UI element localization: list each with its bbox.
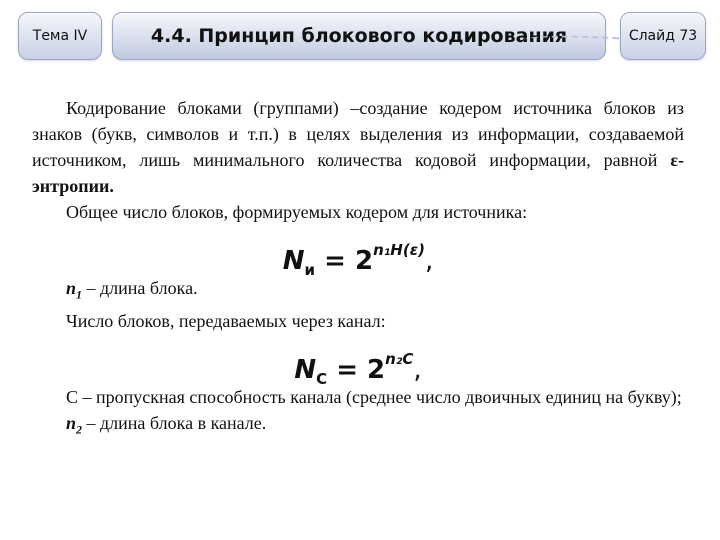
formula2-eq: = 2 <box>336 354 386 385</box>
formula1-exp: n₁H(ε) <box>373 241 425 259</box>
n1-description: – длина блока. <box>82 278 198 298</box>
paragraph-capacity: С – пропускная способность канала (среднее число двоичных единиц на букву); <box>66 386 682 407</box>
paragraph-total-blocks: Общее число блоков, формируемых кодером для источника: <box>66 202 528 222</box>
formula1-sub: и <box>304 261 316 279</box>
slide-title: 4.4. Принцип блокового кодирования <box>150 25 568 47</box>
formula1-comma: , <box>424 246 434 276</box>
slide-content <box>32 95 684 442</box>
definition-bold: ε-энтропии. <box>32 150 684 196</box>
n1-symbol: $n_1$ <box>66 278 83 302</box>
slide-number: Слайд 73 <box>628 28 698 44</box>
n2-description: – длина блока в канале. <box>82 412 267 433</box>
definition-text: Кодирование блоками (группами) –создание кодером источника блоков из знаков (букв, символов и т.п.) в целях выделения из информации, создаваемой источником, лишь минимального количества кодовой информации, равной <box>32 98 684 170</box>
formula2-sub: C <box>316 369 328 388</box>
slide-header <box>0 0 720 80</box>
paragraph-n1 <box>32 275 684 308</box>
formula-channel-blocks <box>32 334 684 388</box>
paragraph-channel-blocks: Число блоков, передаваемых через канал: <box>66 310 386 331</box>
formula1-base: N <box>282 246 305 276</box>
slide-number-badge <box>620 12 706 60</box>
topic-badge <box>18 12 102 60</box>
formula2-base: N <box>294 354 317 385</box>
formula2-comma: , <box>413 354 422 385</box>
title-bar <box>112 12 606 60</box>
formula-source-blocks <box>32 225 684 279</box>
topic-label: Тема IV <box>32 28 88 44</box>
formula1-eq: = 2 <box>324 246 374 276</box>
paragraph-n2 <box>32 410 684 443</box>
paragraph-definition <box>32 95 684 199</box>
formula2-exp: n₂C <box>385 349 414 368</box>
n2-symbol: $n_2$ <box>66 412 83 437</box>
